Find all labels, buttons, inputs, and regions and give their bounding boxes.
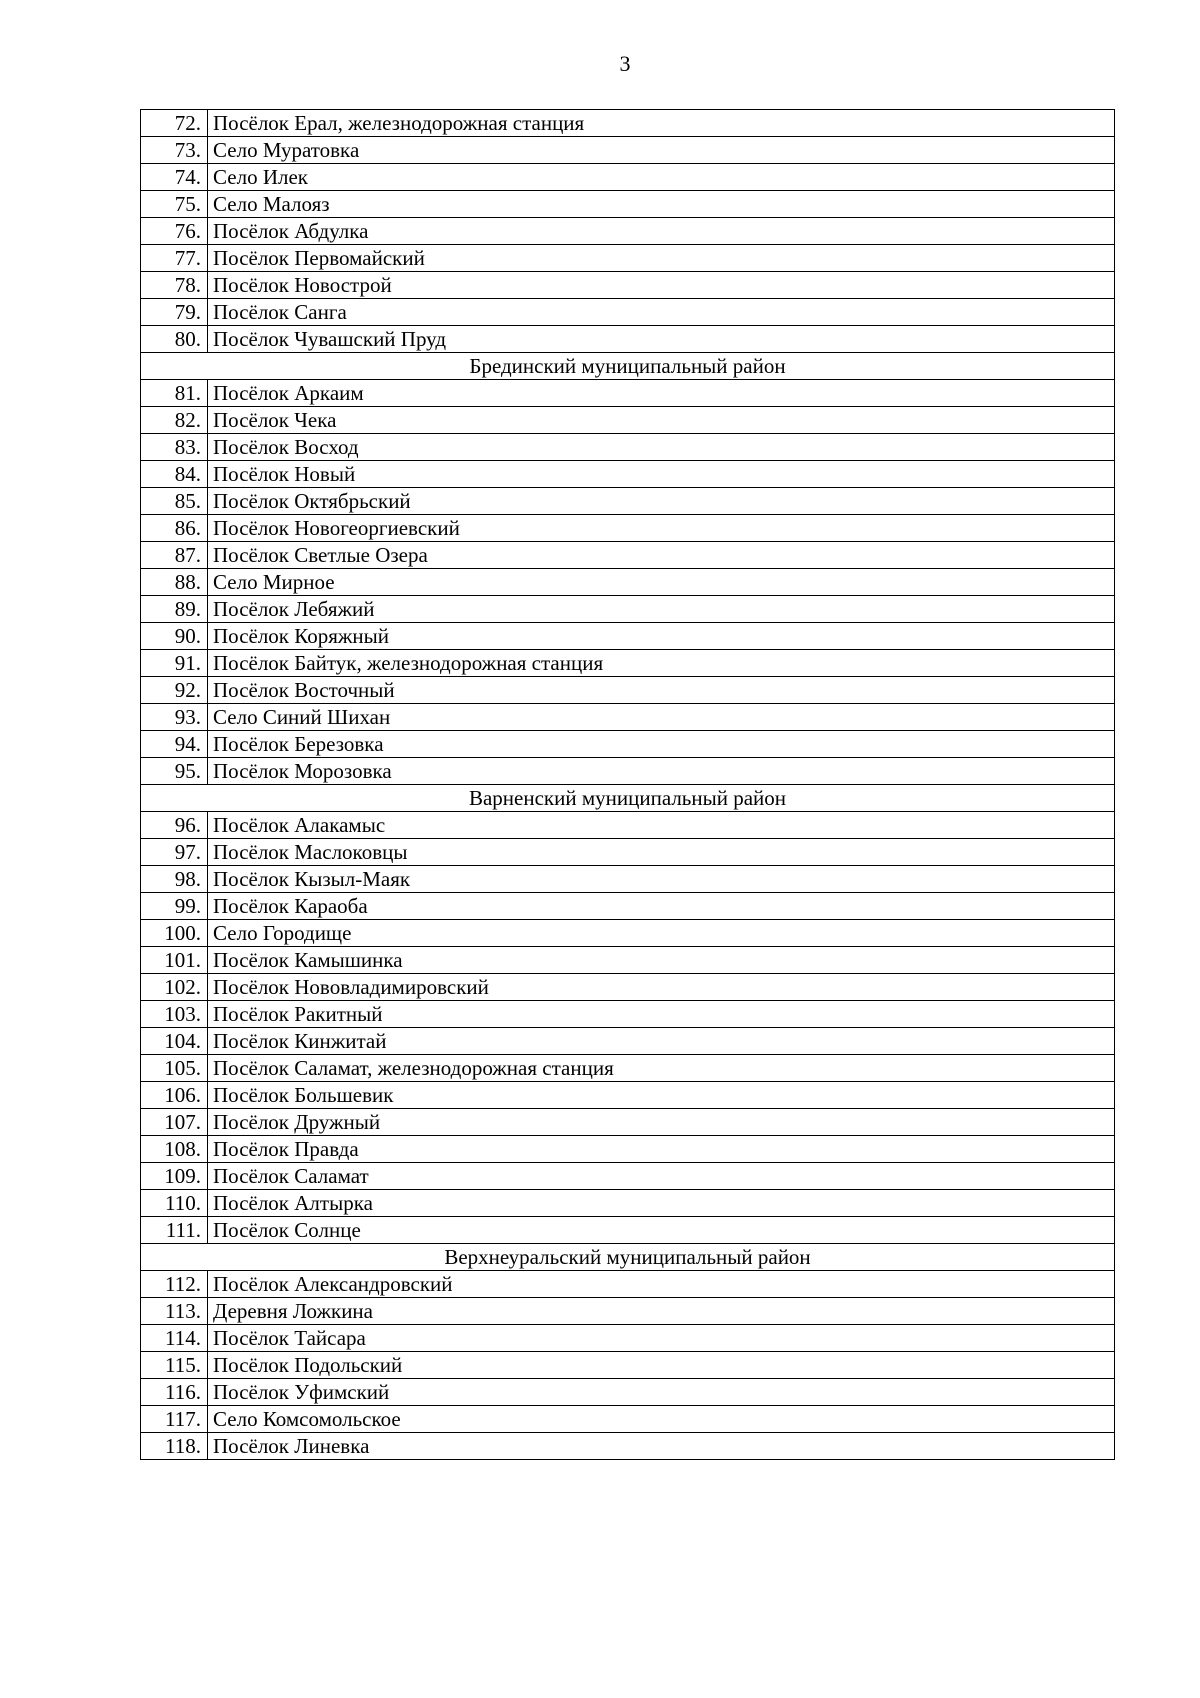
row-number: 107. bbox=[141, 1109, 208, 1136]
settlement-name: Село Городище bbox=[208, 920, 1115, 947]
table-row bbox=[141, 1163, 1115, 1190]
settlements-table bbox=[140, 109, 1115, 1460]
row-number: 86. bbox=[141, 515, 208, 542]
table-row bbox=[141, 677, 1115, 704]
table-row bbox=[141, 1109, 1115, 1136]
table-row bbox=[141, 1136, 1115, 1163]
table-row bbox=[141, 1379, 1115, 1406]
district-name: Верхнеуральский муниципальный район bbox=[141, 1244, 1115, 1271]
table-row bbox=[141, 1433, 1115, 1460]
row-number: 92. bbox=[141, 677, 208, 704]
table-row bbox=[141, 1028, 1115, 1055]
row-number: 96. bbox=[141, 812, 208, 839]
settlements-table-body bbox=[141, 110, 1115, 1460]
row-number: 113. bbox=[141, 1298, 208, 1325]
table-row bbox=[141, 623, 1115, 650]
table-row bbox=[141, 542, 1115, 569]
settlement-name: Посёлок Светлые Озера bbox=[208, 542, 1115, 569]
row-number: 84. bbox=[141, 461, 208, 488]
table-row bbox=[141, 1325, 1115, 1352]
settlement-name: Посёлок Караоба bbox=[208, 893, 1115, 920]
settlement-name: Посёлок Алакамыс bbox=[208, 812, 1115, 839]
table-row bbox=[141, 164, 1115, 191]
table-row bbox=[141, 893, 1115, 920]
settlement-name: Село Синий Шихан bbox=[208, 704, 1115, 731]
settlement-name: Посёлок Чека bbox=[208, 407, 1115, 434]
table-row bbox=[141, 650, 1115, 677]
page-number: 3 bbox=[619, 51, 631, 76]
settlement-name: Посёлок Восточный bbox=[208, 677, 1115, 704]
row-number: 108. bbox=[141, 1136, 208, 1163]
settlement-name: Посёлок Морозовка bbox=[208, 758, 1115, 785]
row-number: 91. bbox=[141, 650, 208, 677]
row-number: 115. bbox=[141, 1352, 208, 1379]
settlement-name: Посёлок Лебяжий bbox=[208, 596, 1115, 623]
table-row bbox=[141, 1352, 1115, 1379]
district-header-row bbox=[141, 1244, 1115, 1271]
table-row bbox=[141, 461, 1115, 488]
row-number: 73. bbox=[141, 137, 208, 164]
settlement-name: Посёлок Новогеоргиевский bbox=[208, 515, 1115, 542]
row-number: 110. bbox=[141, 1190, 208, 1217]
row-number: 74. bbox=[141, 164, 208, 191]
row-number: 85. bbox=[141, 488, 208, 515]
settlement-name: Посёлок Новострой bbox=[208, 272, 1115, 299]
table-row bbox=[141, 569, 1115, 596]
settlement-name: Посёлок Подольский bbox=[208, 1352, 1115, 1379]
row-number: 95. bbox=[141, 758, 208, 785]
settlement-name: Посёлок Кызыл-Маяк bbox=[208, 866, 1115, 893]
row-number: 118. bbox=[141, 1433, 208, 1460]
table-row bbox=[141, 1298, 1115, 1325]
row-number: 109. bbox=[141, 1163, 208, 1190]
settlement-name: Посёлок Новый bbox=[208, 461, 1115, 488]
settlement-name: Посёлок Ерал, железнодорожная станция bbox=[208, 110, 1115, 137]
row-number: 106. bbox=[141, 1082, 208, 1109]
settlement-name: Посёлок Аркаим bbox=[208, 380, 1115, 407]
settlement-name: Посёлок Алтырка bbox=[208, 1190, 1115, 1217]
table-row bbox=[141, 1217, 1115, 1244]
table-row bbox=[141, 191, 1115, 218]
row-number: 72. bbox=[141, 110, 208, 137]
table-row bbox=[141, 272, 1115, 299]
settlement-name: Посёлок Первомайский bbox=[208, 245, 1115, 272]
row-number: 93. bbox=[141, 704, 208, 731]
row-number: 90. bbox=[141, 623, 208, 650]
row-number: 98. bbox=[141, 866, 208, 893]
district-name: Брединский муниципальный район bbox=[141, 353, 1115, 380]
row-number: 105. bbox=[141, 1055, 208, 1082]
table-row bbox=[141, 596, 1115, 623]
table-row bbox=[141, 920, 1115, 947]
settlement-name: Село Муратовка bbox=[208, 137, 1115, 164]
settlement-name: Посёлок Абдулка bbox=[208, 218, 1115, 245]
table-row bbox=[141, 488, 1115, 515]
row-number: 79. bbox=[141, 299, 208, 326]
table-row bbox=[141, 1190, 1115, 1217]
settlement-name: Посёлок Камышинка bbox=[208, 947, 1115, 974]
table-row bbox=[141, 515, 1115, 542]
row-number: 75. bbox=[141, 191, 208, 218]
table-row bbox=[141, 1406, 1115, 1433]
row-number: 89. bbox=[141, 596, 208, 623]
row-number: 82. bbox=[141, 407, 208, 434]
row-number: 103. bbox=[141, 1001, 208, 1028]
row-number: 102. bbox=[141, 974, 208, 1001]
settlement-name: Посёлок Саламат, железнодорожная станция bbox=[208, 1055, 1115, 1082]
table-row bbox=[141, 1055, 1115, 1082]
row-number: 76. bbox=[141, 218, 208, 245]
table-row bbox=[141, 1082, 1115, 1109]
settlement-name: Посёлок Солнце bbox=[208, 1217, 1115, 1244]
settlement-name: Посёлок Саламат bbox=[208, 1163, 1115, 1190]
row-number: 114. bbox=[141, 1325, 208, 1352]
settlement-name: Посёлок Маслоковцы bbox=[208, 839, 1115, 866]
settlement-name: Посёлок Тайсара bbox=[208, 1325, 1115, 1352]
table-row bbox=[141, 947, 1115, 974]
row-number: 104. bbox=[141, 1028, 208, 1055]
settlement-name: Посёлок Александровский bbox=[208, 1271, 1115, 1298]
table-row bbox=[141, 758, 1115, 785]
settlement-name: Посёлок Санга bbox=[208, 299, 1115, 326]
table-row bbox=[141, 434, 1115, 461]
settlement-name: Деревня Ложкина bbox=[208, 1298, 1115, 1325]
settlement-name: Посёлок Правда bbox=[208, 1136, 1115, 1163]
settlement-name: Посёлок Октябрьский bbox=[208, 488, 1115, 515]
settlement-name: Село Мирное bbox=[208, 569, 1115, 596]
row-number: 88. bbox=[141, 569, 208, 596]
row-number: 117. bbox=[141, 1406, 208, 1433]
row-number: 101. bbox=[141, 947, 208, 974]
settlement-name: Посёлок Ракитный bbox=[208, 1001, 1115, 1028]
row-number: 112. bbox=[141, 1271, 208, 1298]
settlement-name: Посёлок Большевик bbox=[208, 1082, 1115, 1109]
table-row bbox=[141, 110, 1115, 137]
table-row bbox=[141, 839, 1115, 866]
settlement-name: Село Малояз bbox=[208, 191, 1115, 218]
table-row bbox=[141, 218, 1115, 245]
table-row bbox=[141, 299, 1115, 326]
district-header-row bbox=[141, 353, 1115, 380]
table-row bbox=[141, 866, 1115, 893]
row-number: 80. bbox=[141, 326, 208, 353]
row-number: 94. bbox=[141, 731, 208, 758]
row-number: 83. bbox=[141, 434, 208, 461]
settlement-name: Село Комсомольское bbox=[208, 1406, 1115, 1433]
settlement-name: Посёлок Нововладимировский bbox=[208, 974, 1115, 1001]
row-number: 111. bbox=[141, 1217, 208, 1244]
row-number: 87. bbox=[141, 542, 208, 569]
settlement-name: Посёлок Байтук, железнодорожная станция bbox=[208, 650, 1115, 677]
table-row bbox=[141, 326, 1115, 353]
settlement-name: Посёлок Кинжитай bbox=[208, 1028, 1115, 1055]
row-number: 116. bbox=[141, 1379, 208, 1406]
table-row bbox=[141, 245, 1115, 272]
settlement-name: Посёлок Линевка bbox=[208, 1433, 1115, 1460]
settlement-name: Село Илек bbox=[208, 164, 1115, 191]
table-row bbox=[141, 380, 1115, 407]
settlement-name: Посёлок Коряжный bbox=[208, 623, 1115, 650]
settlement-name: Посёлок Чувашский Пруд bbox=[208, 326, 1115, 353]
table-row bbox=[141, 974, 1115, 1001]
table-row bbox=[141, 704, 1115, 731]
row-number: 81. bbox=[141, 380, 208, 407]
row-number: 97. bbox=[141, 839, 208, 866]
table-row bbox=[141, 731, 1115, 758]
table-row bbox=[141, 812, 1115, 839]
settlement-name: Посёлок Уфимский bbox=[208, 1379, 1115, 1406]
settlement-name: Посёлок Восход bbox=[208, 434, 1115, 461]
table-row bbox=[141, 1001, 1115, 1028]
row-number: 99. bbox=[141, 893, 208, 920]
table-row bbox=[141, 137, 1115, 164]
row-number: 77. bbox=[141, 245, 208, 272]
settlement-name: Посёлок Дружный bbox=[208, 1109, 1115, 1136]
table-row bbox=[141, 1271, 1115, 1298]
row-number: 78. bbox=[141, 272, 208, 299]
district-name: Варненский муниципальный район bbox=[141, 785, 1115, 812]
row-number: 100. bbox=[141, 920, 208, 947]
table-row bbox=[141, 407, 1115, 434]
district-header-row bbox=[141, 785, 1115, 812]
settlement-name: Посёлок Березовка bbox=[208, 731, 1115, 758]
